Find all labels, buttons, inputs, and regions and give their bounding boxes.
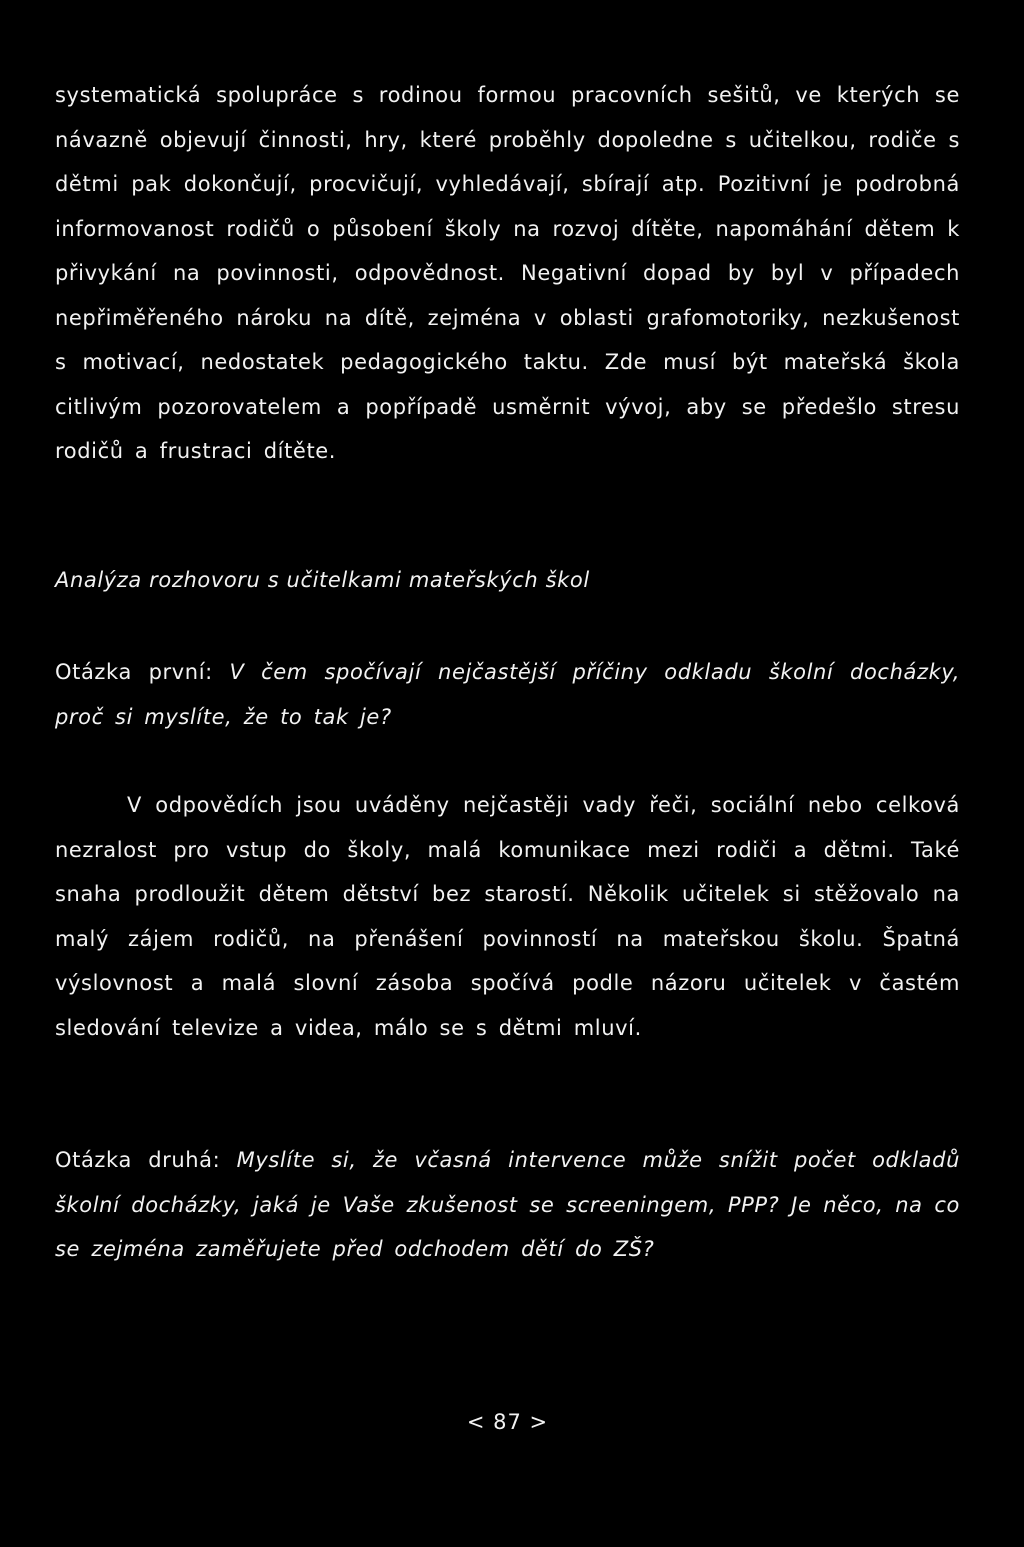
question-2-text: Myslíte si, že včasná intervence může snížit počet odkladů školní docházky, jaká je Vaše zkušenost se screeningem, PPP? Je něco, na co se zejména zaměřujete před odchodem dětí do ZŠ? xyxy=(55,1148,960,1261)
page-number: < 87 > xyxy=(466,1410,549,1434)
question-2-label: Otázka druhá: xyxy=(55,1148,221,1172)
body-paragraph-2 xyxy=(55,783,960,1050)
question-2 xyxy=(55,1138,960,1272)
section-heading: Analýza rozhovoru s učitelkami mateřských škol xyxy=(55,568,590,592)
body-paragraph-2-text: V odpovědích jsou uváděny nejčastěji vady řeči, sociální nebo celková nezralost pro vstup do školy, malá komunikace mezi rodiči a dětmi. Také snaha prodloužit dětem dětství bez starostí. Několik učitelek si stěžovalo na malý zájem rodičů, na přenášení povinností na mateřskou školu. Špatná výslovnost a malá slovní zásoba spočívá podle názoru učitelek v častém sledování televize a videa, málo se s dětmi mluví. xyxy=(55,793,960,1040)
question-1 xyxy=(55,650,960,739)
question-1-text: V čem spočívají nejčastější příčiny odkladu školní docházky, proč si myslíte, že to tak je? xyxy=(55,660,961,729)
document-page xyxy=(55,0,960,1547)
question-1-label: Otázka první: xyxy=(55,660,213,684)
body-paragraph-1: systematická spolupráce s rodinou formou pracovních sešitů, ve kterých se návazně objevují činnosti, hry, které proběhly dopoledne s učitelkou, rodiče s dětmi pak dokončují, procvičují, vyhledávají, sbírají atp. Pozitivní je podrobná informovanost rodičů o působení školy na rozvoj dítěte, napomáhání dětem k přivykání na povinnosti, odpovědnost. Negativní dopad by byl v případech nepřiměřeného nároku na dítě, zejména v oblasti grafomotoriky, nezkušenost s motivací, nedostatek pedagogického taktu. Zde musí být mateřská škola citlivým pozorovatelem a popřípadě usměrnit vývoj, aby se předešlo stresu rodičů a frustraci dítěte. xyxy=(55,83,960,463)
